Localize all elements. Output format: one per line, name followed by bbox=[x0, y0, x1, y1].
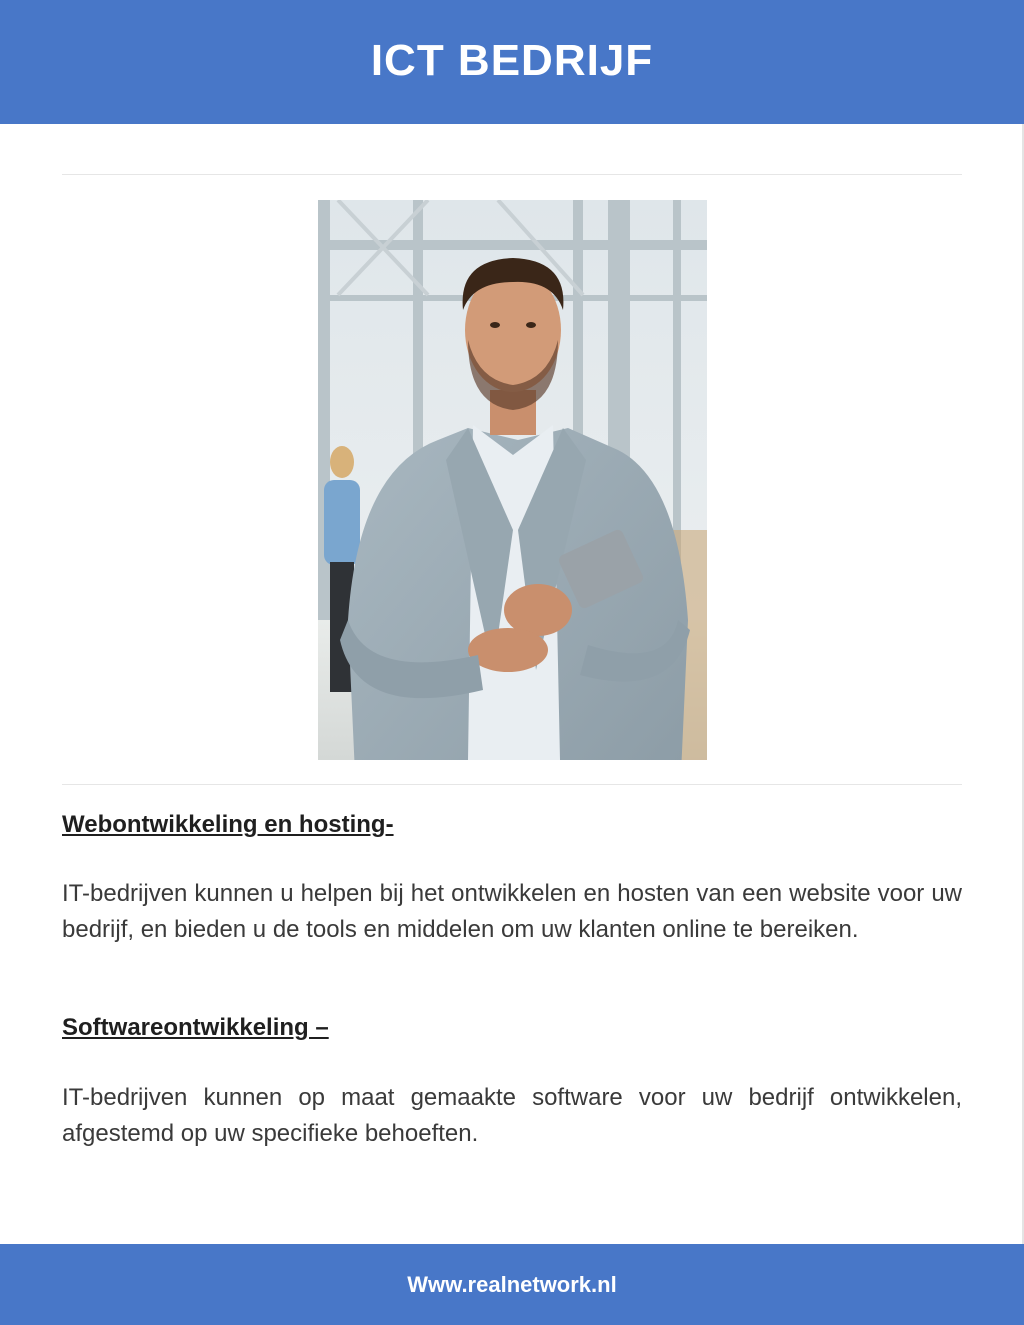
section-heading-webontwikkeling: Webontwikkeling en hosting- bbox=[62, 811, 394, 838]
businessman-photo bbox=[318, 200, 707, 760]
photo-divider bbox=[62, 784, 962, 785]
page-footer bbox=[0, 1244, 1024, 1325]
section-heading-softwareontwikkeling: Softwareontwikkeling – bbox=[62, 1014, 329, 1041]
page-header bbox=[0, 0, 1024, 124]
page-title: ICT BEDRIJF bbox=[370, 36, 654, 85]
section-text-webontwikkeling: IT-bedrijven kunnen u helpen bij het ontwikkelen en hosten van een website voor uw bedrijf, en bieden u de tools en middelen om uw klanten online te bereiken. bbox=[62, 880, 962, 943]
top-divider bbox=[62, 174, 962, 175]
section-text-softwareontwikkeling: IT-bedrijven kunnen op maat gemaakte software voor uw bedrijf ontwikkelen, afgestemd op uw specifieke behoeften. bbox=[62, 1084, 962, 1147]
footer-url-link[interactable]: Www.realnetwork.nl bbox=[407, 1271, 617, 1297]
